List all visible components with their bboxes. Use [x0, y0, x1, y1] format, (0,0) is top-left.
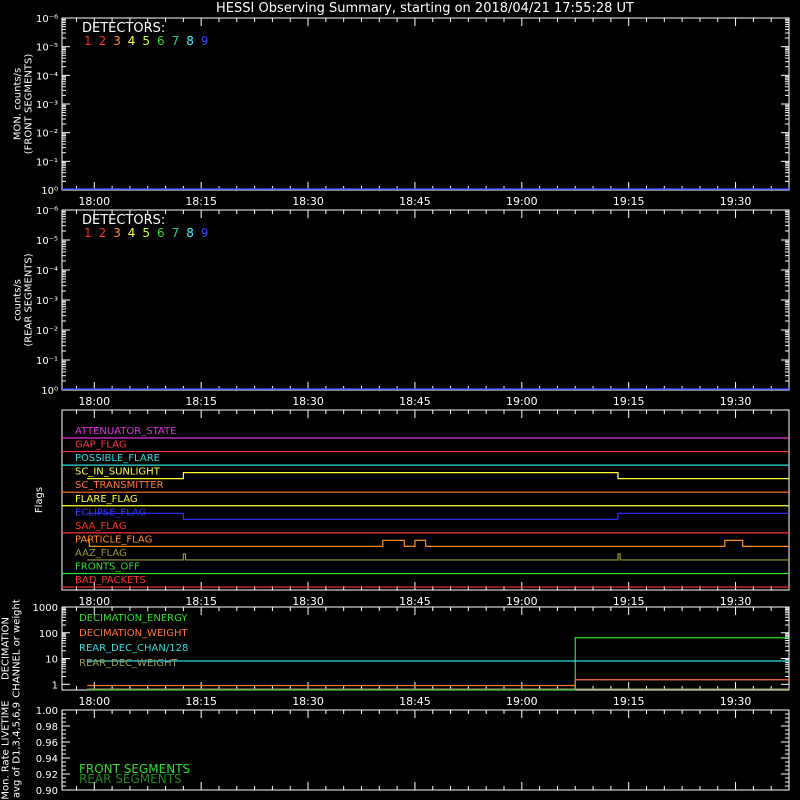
- flag-label-sc-transmitter: SC_TRANSMITTER: [75, 480, 164, 492]
- x-tick-label: 18:15: [185, 595, 218, 608]
- x-tick-label: 18:15: [185, 695, 218, 708]
- x-tick-label: 18:45: [399, 695, 431, 708]
- x-tick-label: 18:45: [399, 595, 431, 608]
- x-tick-label: 18:30: [292, 695, 324, 708]
- y-tick-label-0: 10⁻⁶: [35, 14, 58, 25]
- x-tick-label: 18:30: [292, 595, 324, 608]
- y-tick-label-3: 100: [38, 628, 58, 640]
- x-tick-label: 18:00: [78, 395, 111, 408]
- x-tick-label: 19:15: [612, 595, 645, 608]
- flag-line-sc-in-sunlight: [87, 473, 789, 479]
- y-tick-label-0: 10⁰: [41, 186, 58, 197]
- y-tick-label-1: 10⁻²: [35, 326, 58, 337]
- legend-title: DETECTORS:: [82, 213, 166, 228]
- legend-item-detector-1: 1: [84, 34, 92, 48]
- y-axis-label-0: MON. counts/s: [12, 67, 24, 141]
- livetime-legend-1: REAR SEGMENTS: [79, 772, 182, 786]
- y-tick-label-0: 10⁻³: [35, 100, 58, 111]
- y-tick-label-1: 10⁻³: [35, 296, 58, 307]
- y-tick-label-0: 10⁻¹: [35, 157, 58, 169]
- y-tick-label-1: 10⁰: [41, 386, 58, 397]
- x-tick-label: 19:30: [719, 695, 752, 708]
- legend-item-detector-6: 6: [157, 226, 165, 240]
- flag-label-attenuator-state: ATTENUATOR_STATE: [75, 426, 177, 437]
- y-tick-label-4: 1.00: [35, 706, 58, 717]
- x-tick-label: 18:00: [78, 195, 111, 208]
- y-axis-label-2: Flags: [34, 486, 45, 514]
- flag-label-bad-packets: BAD_PACKETS: [75, 575, 146, 587]
- y-axis-label-4: avg of D1,3,4,5,6,9: [11, 701, 23, 799]
- legend-item-detector-7: 7: [171, 34, 180, 48]
- flag-label-saa-flag: SAA_FLAG: [75, 520, 127, 532]
- plot-title: HESSI Observing Summary, starting on 2018/04/21 17:55:28 UT: [216, 1, 634, 16]
- x-tick-label: 18:45: [399, 395, 431, 408]
- flag-label-fronts-off: FRONTS_OFF: [75, 561, 140, 573]
- y-tick-label-3: 1: [51, 680, 58, 692]
- legend-item-detector-2: 2: [98, 226, 107, 240]
- legend-item-detector-4: 4: [127, 34, 136, 48]
- y-tick-label-1: 10⁻¹: [35, 356, 58, 367]
- x-tick-label: 18:15: [185, 395, 218, 408]
- legend-item-detector-3: 3: [113, 34, 121, 48]
- y-tick-label-3: 1000: [32, 603, 58, 614]
- flag-label-eclipse-flag: ECLIPSE_FLAG: [75, 507, 147, 519]
- x-tick-label: 19:15: [612, 195, 645, 208]
- legend-item-detector-6: 6: [157, 34, 165, 48]
- x-tick-label: 19:30: [719, 395, 752, 408]
- x-tick-label: 18:45: [399, 195, 431, 208]
- decimation-legend-0: DECIMATION_ENERGY: [79, 613, 188, 624]
- legend-item-detector-7: 7: [171, 226, 180, 240]
- y-tick-label-4: 0.96: [35, 738, 58, 749]
- flag-label-aaz-flag: AAZ_FLAG: [75, 547, 127, 559]
- legend-item-detector-3: 3: [113, 226, 121, 240]
- decimation-legend-3: REAR_DEC_WEIGHT: [79, 658, 178, 669]
- legend-item-detector-2: 2: [98, 34, 107, 48]
- legend-item-detector-1: 1: [84, 226, 92, 240]
- flag-label-particle-flag: PARTICLE_FLAG: [75, 534, 153, 546]
- panel-frame-2: [62, 410, 789, 590]
- x-tick-label: 18:30: [292, 395, 324, 408]
- y-axis-label-0: (FRONT SEGMENTS): [23, 53, 35, 155]
- x-tick-label: 19:00: [505, 195, 538, 208]
- flag-line-eclipse-flag: [87, 513, 789, 519]
- x-tick-label: 18:15: [185, 195, 218, 208]
- y-tick-label-4: 0.98: [35, 722, 58, 733]
- y-tick-label-0: 10⁻²: [35, 128, 58, 140]
- y-tick-label-4: 0.90: [35, 786, 58, 797]
- y-tick-label-0: 10⁻⁴: [35, 71, 58, 83]
- x-tick-label: 18:00: [78, 695, 111, 708]
- legend-item-detector-5: 5: [142, 226, 151, 240]
- x-tick-label: 18:00: [78, 595, 111, 608]
- legend-title: DETECTORS:: [82, 21, 166, 36]
- x-tick-label: 19:15: [612, 395, 645, 408]
- legend-item-detector-9: 9: [200, 226, 209, 240]
- x-tick-label: 19:00: [505, 695, 538, 708]
- y-axis-label-1: (REAR SEGMENTS): [23, 253, 35, 347]
- flag-label-sc-in-sunlight: SC_IN_SUNLIGHT: [75, 466, 160, 478]
- x-tick-label: 19:00: [505, 395, 538, 408]
- legend-item-detector-5: 5: [142, 34, 151, 48]
- decimation-line-1: [87, 680, 789, 686]
- x-tick-label: 18:30: [292, 195, 324, 208]
- y-tick-label-4: 0.94: [35, 754, 58, 765]
- legend-item-detector-9: 9: [200, 34, 209, 48]
- decimation-legend-2: REAR_DEC_CHAN/128: [79, 643, 189, 654]
- y-tick-label-1: 10⁻⁶: [35, 206, 58, 217]
- y-tick-label-4: 0.92: [35, 770, 58, 781]
- decimation-line-0: [87, 638, 789, 690]
- decimation-legend-1: DECIMATION_WEIGHT: [79, 628, 188, 639]
- legend-item-detector-8: 8: [186, 226, 194, 240]
- legend-item-detector-8: 8: [186, 34, 194, 48]
- flag-line-particle-flag: [87, 540, 789, 546]
- x-tick-label: 19:00: [505, 595, 538, 608]
- x-tick-label: 19:30: [719, 595, 752, 608]
- y-tick-label-3: 10: [45, 654, 58, 666]
- y-axis-label-4: Mon. Rate LIVETIME: [0, 700, 12, 800]
- flag-label-flare-flag: FLARE_FLAG: [75, 493, 138, 505]
- livetime-legend-0: FRONT SEGMENTS: [79, 762, 191, 776]
- y-tick-label-0: 10⁻⁵: [35, 42, 58, 54]
- flag-line-aaz-flag: [87, 554, 789, 560]
- y-axis-label-3: DECIMATION: [0, 616, 12, 681]
- y-axis-label-3: CHANNEL or weight: [11, 599, 23, 698]
- y-axis-label-1: counts/s: [12, 278, 24, 322]
- legend-item-detector-4: 4: [127, 226, 136, 240]
- flag-label-gap-flag: GAP_FLAG: [75, 439, 127, 451]
- y-tick-label-1: 10⁻⁵: [35, 236, 58, 247]
- flag-label-possible-flare: POSSIBLE_FLARE: [75, 453, 160, 465]
- x-tick-label: 19:15: [612, 695, 645, 708]
- y-tick-label-1: 10⁻⁴: [35, 266, 58, 277]
- x-tick-label: 19:30: [719, 195, 752, 208]
